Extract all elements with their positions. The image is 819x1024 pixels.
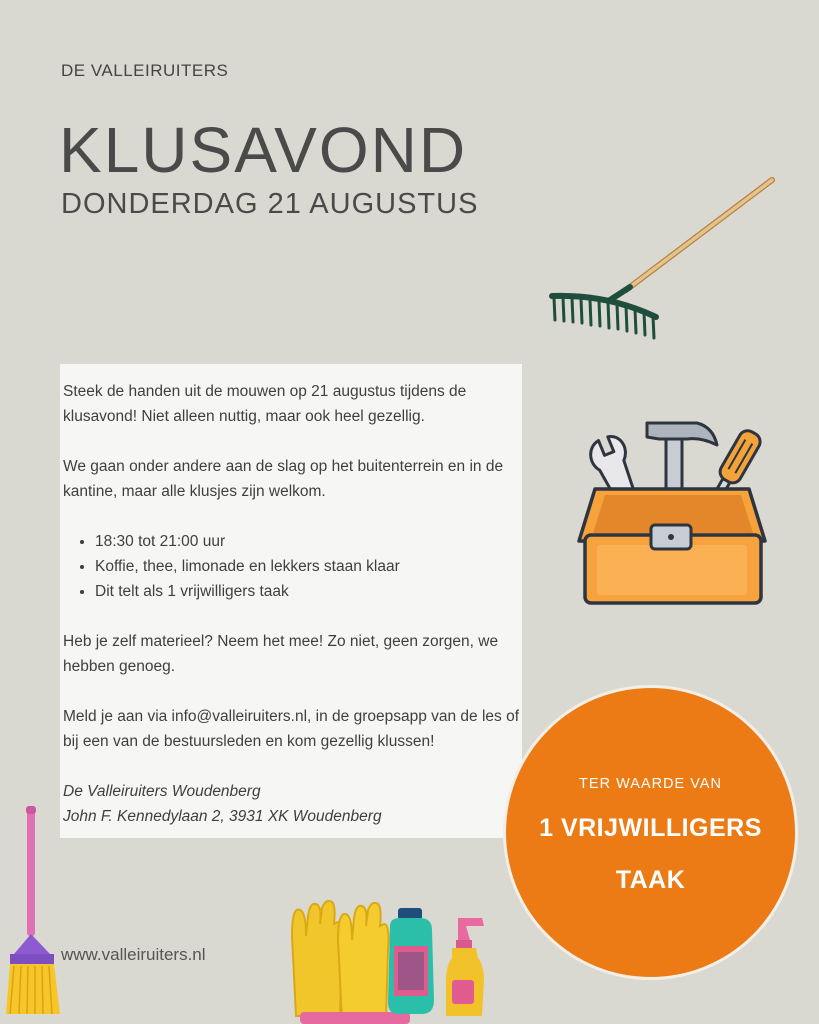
address-name: De Valleiruiters Woudenberg xyxy=(63,783,261,800)
toolbox-icon xyxy=(575,415,770,607)
value-badge xyxy=(503,685,798,980)
badge-value-line1: 1 VRIJWILLIGERS xyxy=(539,814,762,842)
materials-text: Heb je zelf materieel? Neem het mee! Zo niet, geen zorgen, we hebben genoeg. xyxy=(63,633,499,675)
badge-label: TER WAARDE VAN xyxy=(579,776,722,792)
organization-name: DE VALLEIRUITERS xyxy=(61,61,229,80)
details-list xyxy=(63,529,522,604)
broom-icon xyxy=(4,804,64,1020)
rake-icon xyxy=(548,172,778,342)
page-title: KLUSAVOND xyxy=(59,114,468,186)
info-card xyxy=(60,364,522,838)
event-date: DONDERDAG 21 AUGUSTUS xyxy=(61,188,479,220)
tasks-text: We gaan onder andere aan de slag op het buitenterrein en in de kantine, maar alle klusjes zijn welkom. xyxy=(63,458,504,500)
list-item: • 18:30 tot 21:00 uur xyxy=(95,529,522,554)
intro-text: Steek de handen uit de mouwen op 21 augustus tijdens de klusavond! Niet alleen nuttig, maar ook heel gezellig. xyxy=(63,383,467,425)
cleaning-supplies-icon xyxy=(286,896,492,1024)
list-item: • Koffie, thee, limonade en lekkers staan klaar xyxy=(95,554,522,579)
list-item: • Dit telt als 1 vrijwilligers taak xyxy=(95,579,522,604)
signup-text: Meld je aan via info@valleiruiters.nl, in de groepsapp van de les of bij een van de bestuursleden en kom gezellig klussen! xyxy=(63,708,520,750)
website-link[interactable]: www.valleiruiters.nl xyxy=(61,945,206,964)
address-street: John F. Kennedylaan 2, 3931 XK Woudenberg xyxy=(63,808,382,825)
badge-value-line2: TAAK xyxy=(615,866,686,894)
